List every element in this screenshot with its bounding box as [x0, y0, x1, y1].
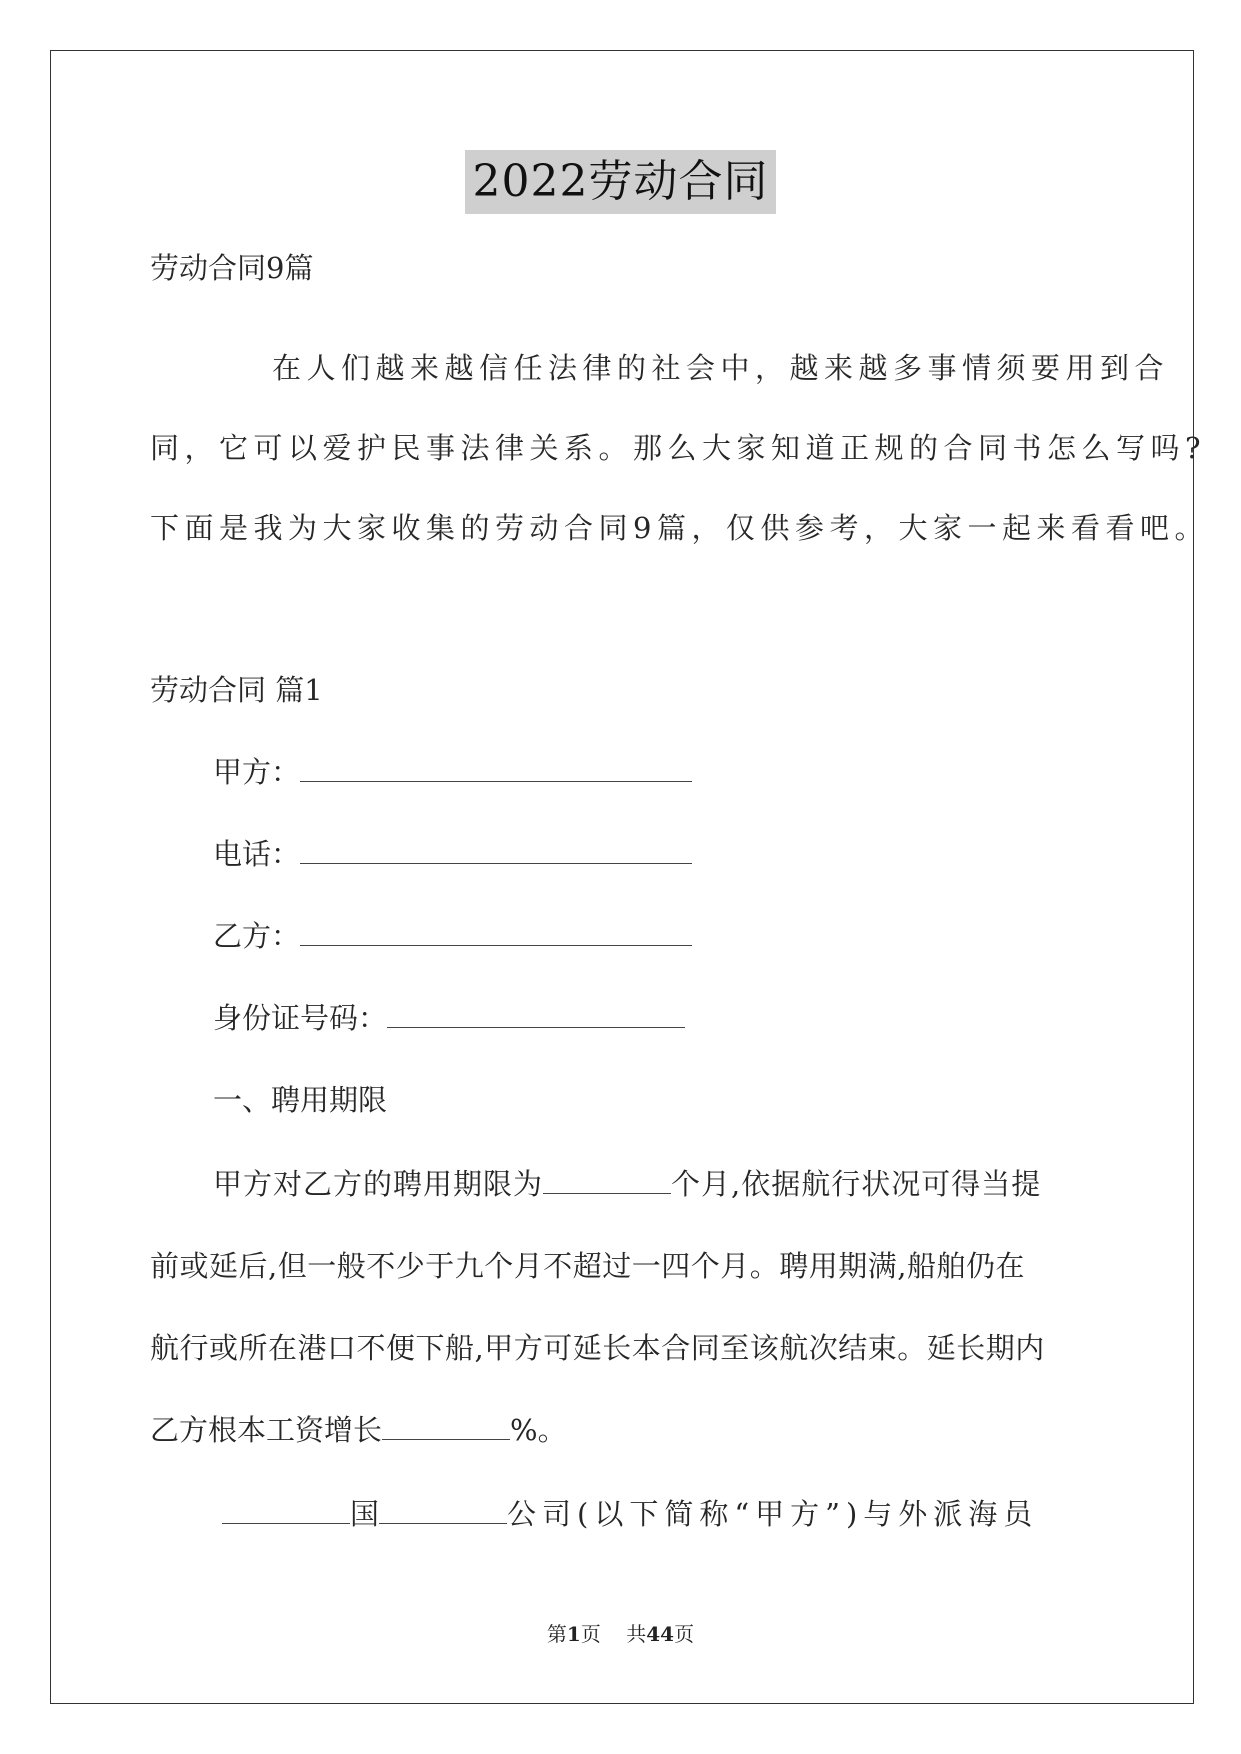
phone-blank[interactable]	[300, 837, 692, 864]
clause-line-1-start: 甲方对乙方的聘用期限为	[213, 1167, 544, 1201]
country-label: 国	[350, 1497, 380, 1531]
document-subtitle: 劳动合同9篇	[150, 251, 314, 285]
phone-field	[213, 834, 692, 874]
intro-line-3: 下面是我为大家收集的劳动合同9篇，仅供参考，大家一起来看看吧。	[150, 511, 1209, 545]
title-container	[0, 150, 1241, 214]
footer-page-number: 1	[566, 1622, 581, 1646]
clause-heading: 一、聘用期限	[213, 1083, 388, 1117]
footer-prefix: 第	[546, 1622, 567, 1646]
party-b-label: 乙方：	[213, 919, 301, 953]
clause-line-3: 航行或所在港口不便下船,甲方可延长本合同至该航次结束。延长期内	[150, 1331, 1045, 1365]
id-number-label: 身份证号码：	[213, 1001, 388, 1035]
party-a-blank[interactable]	[300, 755, 692, 782]
footer-total-pages: 44	[646, 1622, 675, 1646]
clause-line-4-end: %。	[510, 1413, 567, 1447]
intro-line-2: 同，它可以爱护民事法律关系。那么大家知道正规的合同书怎么写吗?	[150, 431, 1207, 465]
clause-line-4-start: 乙方根本工资增长	[150, 1413, 383, 1447]
intro-line-1: 在人们越来越信任法律的社会中，越来越多事情须要用到合	[272, 351, 1170, 385]
party-b-field	[213, 916, 692, 956]
percent-blank[interactable]	[382, 1413, 510, 1440]
country-blank[interactable]	[222, 1497, 350, 1524]
document-title: 2022劳动合同	[465, 150, 777, 214]
company-line	[222, 1494, 1038, 1534]
party-a-field	[213, 752, 692, 792]
footer-mid: 页 共	[580, 1622, 647, 1646]
id-number-blank[interactable]	[387, 1001, 685, 1028]
clause-line-4	[150, 1410, 567, 1450]
footer-suffix: 页	[674, 1622, 695, 1646]
page-border	[50, 50, 1194, 1704]
company-blank[interactable]	[379, 1497, 507, 1524]
party-b-blank[interactable]	[300, 919, 692, 946]
id-number-field	[213, 998, 685, 1038]
section-heading: 劳动合同 篇1	[150, 673, 323, 707]
phone-label: 电话：	[213, 837, 301, 871]
page-footer	[0, 1620, 1241, 1648]
clause-line-1	[213, 1164, 1041, 1204]
company-line-rest: 公司(以下简称“甲方”)与外派海员	[507, 1497, 1039, 1531]
months-blank[interactable]	[543, 1167, 671, 1194]
party-a-label: 甲方：	[213, 755, 301, 789]
clause-line-2: 前或延后,但一般不少于九个月不超过一四个月。聘用期满,船舶仍在	[150, 1249, 1025, 1283]
clause-line-1-end: 个月,依据航行状况可得当提	[671, 1167, 1042, 1201]
